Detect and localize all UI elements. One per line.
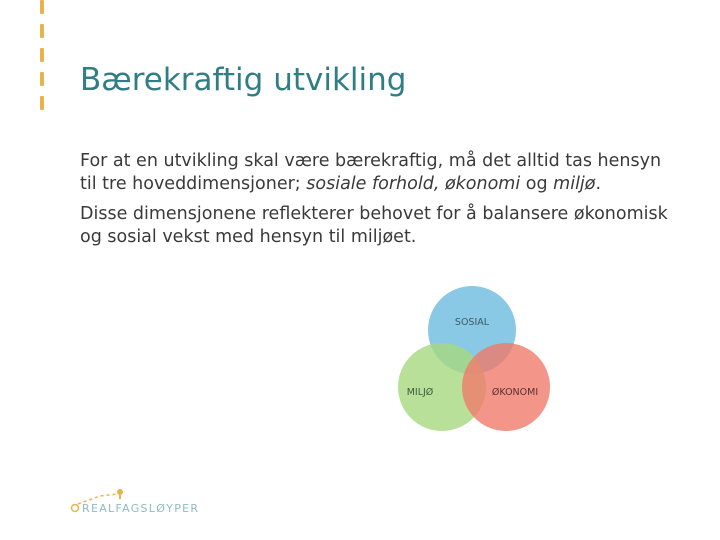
- venn-label-environment: MILJØ: [406, 387, 434, 398]
- paragraph-lead: For at en utvikling skal være bærekraftig, må det alltid tas hensyn til tre hoveddimensjoner;: [80, 151, 662, 194]
- venn-label-economy: ØKONOMI: [491, 387, 539, 398]
- paragraph-italic-environment: miljø: [553, 174, 596, 194]
- sustainability-venn-diagram: [395, 285, 555, 435]
- slide-title: Bærekraftig utvikling: [80, 62, 407, 98]
- paragraph-italic-social-economy: sosiale forhold, økonomi: [306, 174, 521, 194]
- accent-bar: [40, 0, 44, 115]
- paragraph-end: .: [595, 174, 602, 194]
- realfagsloyper-logo: [70, 486, 200, 526]
- venn-label-social: SOSIAL: [454, 317, 490, 328]
- paragraph-mid: og: [520, 174, 554, 194]
- logo-text: REALFAGSLØYPER: [82, 502, 200, 515]
- slide-body: [80, 150, 680, 256]
- paragraph-balance: Disse dimensjonene reflekterer behovet for å balansere økonomisk og sosial vekst med hensyn til miljøet.: [80, 204, 668, 247]
- paragraph-dimensions: [80, 150, 680, 196]
